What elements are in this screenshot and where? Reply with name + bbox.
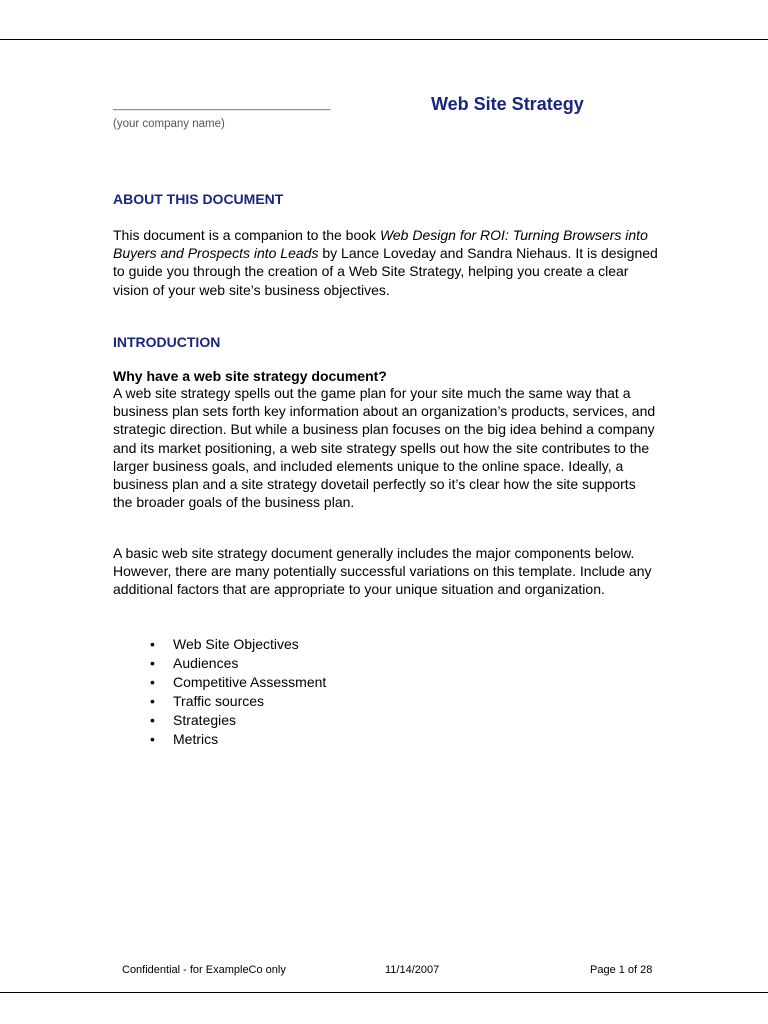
page-top-border xyxy=(0,39,768,40)
company-name-blank[interactable]: _______________________ xyxy=(113,93,331,112)
about-paragraph xyxy=(113,226,658,299)
footer-date: 11/14/2007 xyxy=(385,964,440,976)
list-item xyxy=(113,654,326,673)
components-list xyxy=(113,635,326,749)
list-item-label: Competitive Assessment xyxy=(173,674,327,690)
page-bottom-border xyxy=(0,992,768,993)
list-item xyxy=(113,711,326,730)
bullet-icon: • xyxy=(150,712,155,728)
introduction-paragraph-1: A web site strategy spells out the game plan for your site much the same way that a business plan sets forth key information about an organization’s products, services, and strategic direction. But while a business plan focuses on the big idea behind a company and its market positioning, a web site strategy spells out how the site contributes to the larger business goals, and included elements unique to the online space. Ideally, a business plan and a site strategy dovetail perfectly so it’s clear how the site supports the broader goals of the business plan. xyxy=(113,385,656,511)
list-item-label: Audiences xyxy=(173,655,239,671)
bullet-icon: • xyxy=(150,655,155,671)
about-text-after: by Lance Loveday and Sandra Niehaus. It is designed to guide you through the creation of a Web Site Strategy, helping you create a clear vision of your web site’s business objectives. xyxy=(113,245,658,298)
list-item xyxy=(113,730,326,749)
footer-page-number: Page 1 of 28 xyxy=(590,964,653,976)
why-subheading: Why have a web site strategy document? xyxy=(113,368,387,384)
book-title: Web Design for ROI: Turning Browsers into Buyers and Prospects into Leads xyxy=(113,227,648,262)
bullet-icon: • xyxy=(150,636,155,652)
bullet-icon: • xyxy=(150,693,155,709)
bullet-icon: • xyxy=(150,674,155,690)
introduction-paragraph-2: A basic web site strategy document generally includes the major components below. However, there are many potentially successful variations on this template. Include any additional factors that are appropriate to your unique situation and organization. xyxy=(113,545,652,598)
list-item-label: Strategies xyxy=(173,712,237,728)
title-row xyxy=(113,92,658,120)
list-item xyxy=(113,673,326,692)
company-name-hint: (your company name) xyxy=(113,118,225,130)
list-item-label: Traffic sources xyxy=(173,693,265,709)
footer-confidential: Confidential - for ExampleCo only xyxy=(122,964,286,976)
bullet-icon: • xyxy=(150,731,155,747)
list-item-label: Metrics xyxy=(173,731,219,747)
page-footer xyxy=(0,963,768,979)
about-heading: ABOUT THIS DOCUMENT xyxy=(113,191,284,207)
introduction-heading: INTRODUCTION xyxy=(113,334,221,350)
list-item-label: Web Site Objectives xyxy=(173,636,299,652)
list-item xyxy=(113,635,326,654)
document-title: Web Site Strategy xyxy=(431,94,584,114)
list-item xyxy=(113,692,326,711)
about-text-before: This document is a companion to the book xyxy=(113,227,380,243)
